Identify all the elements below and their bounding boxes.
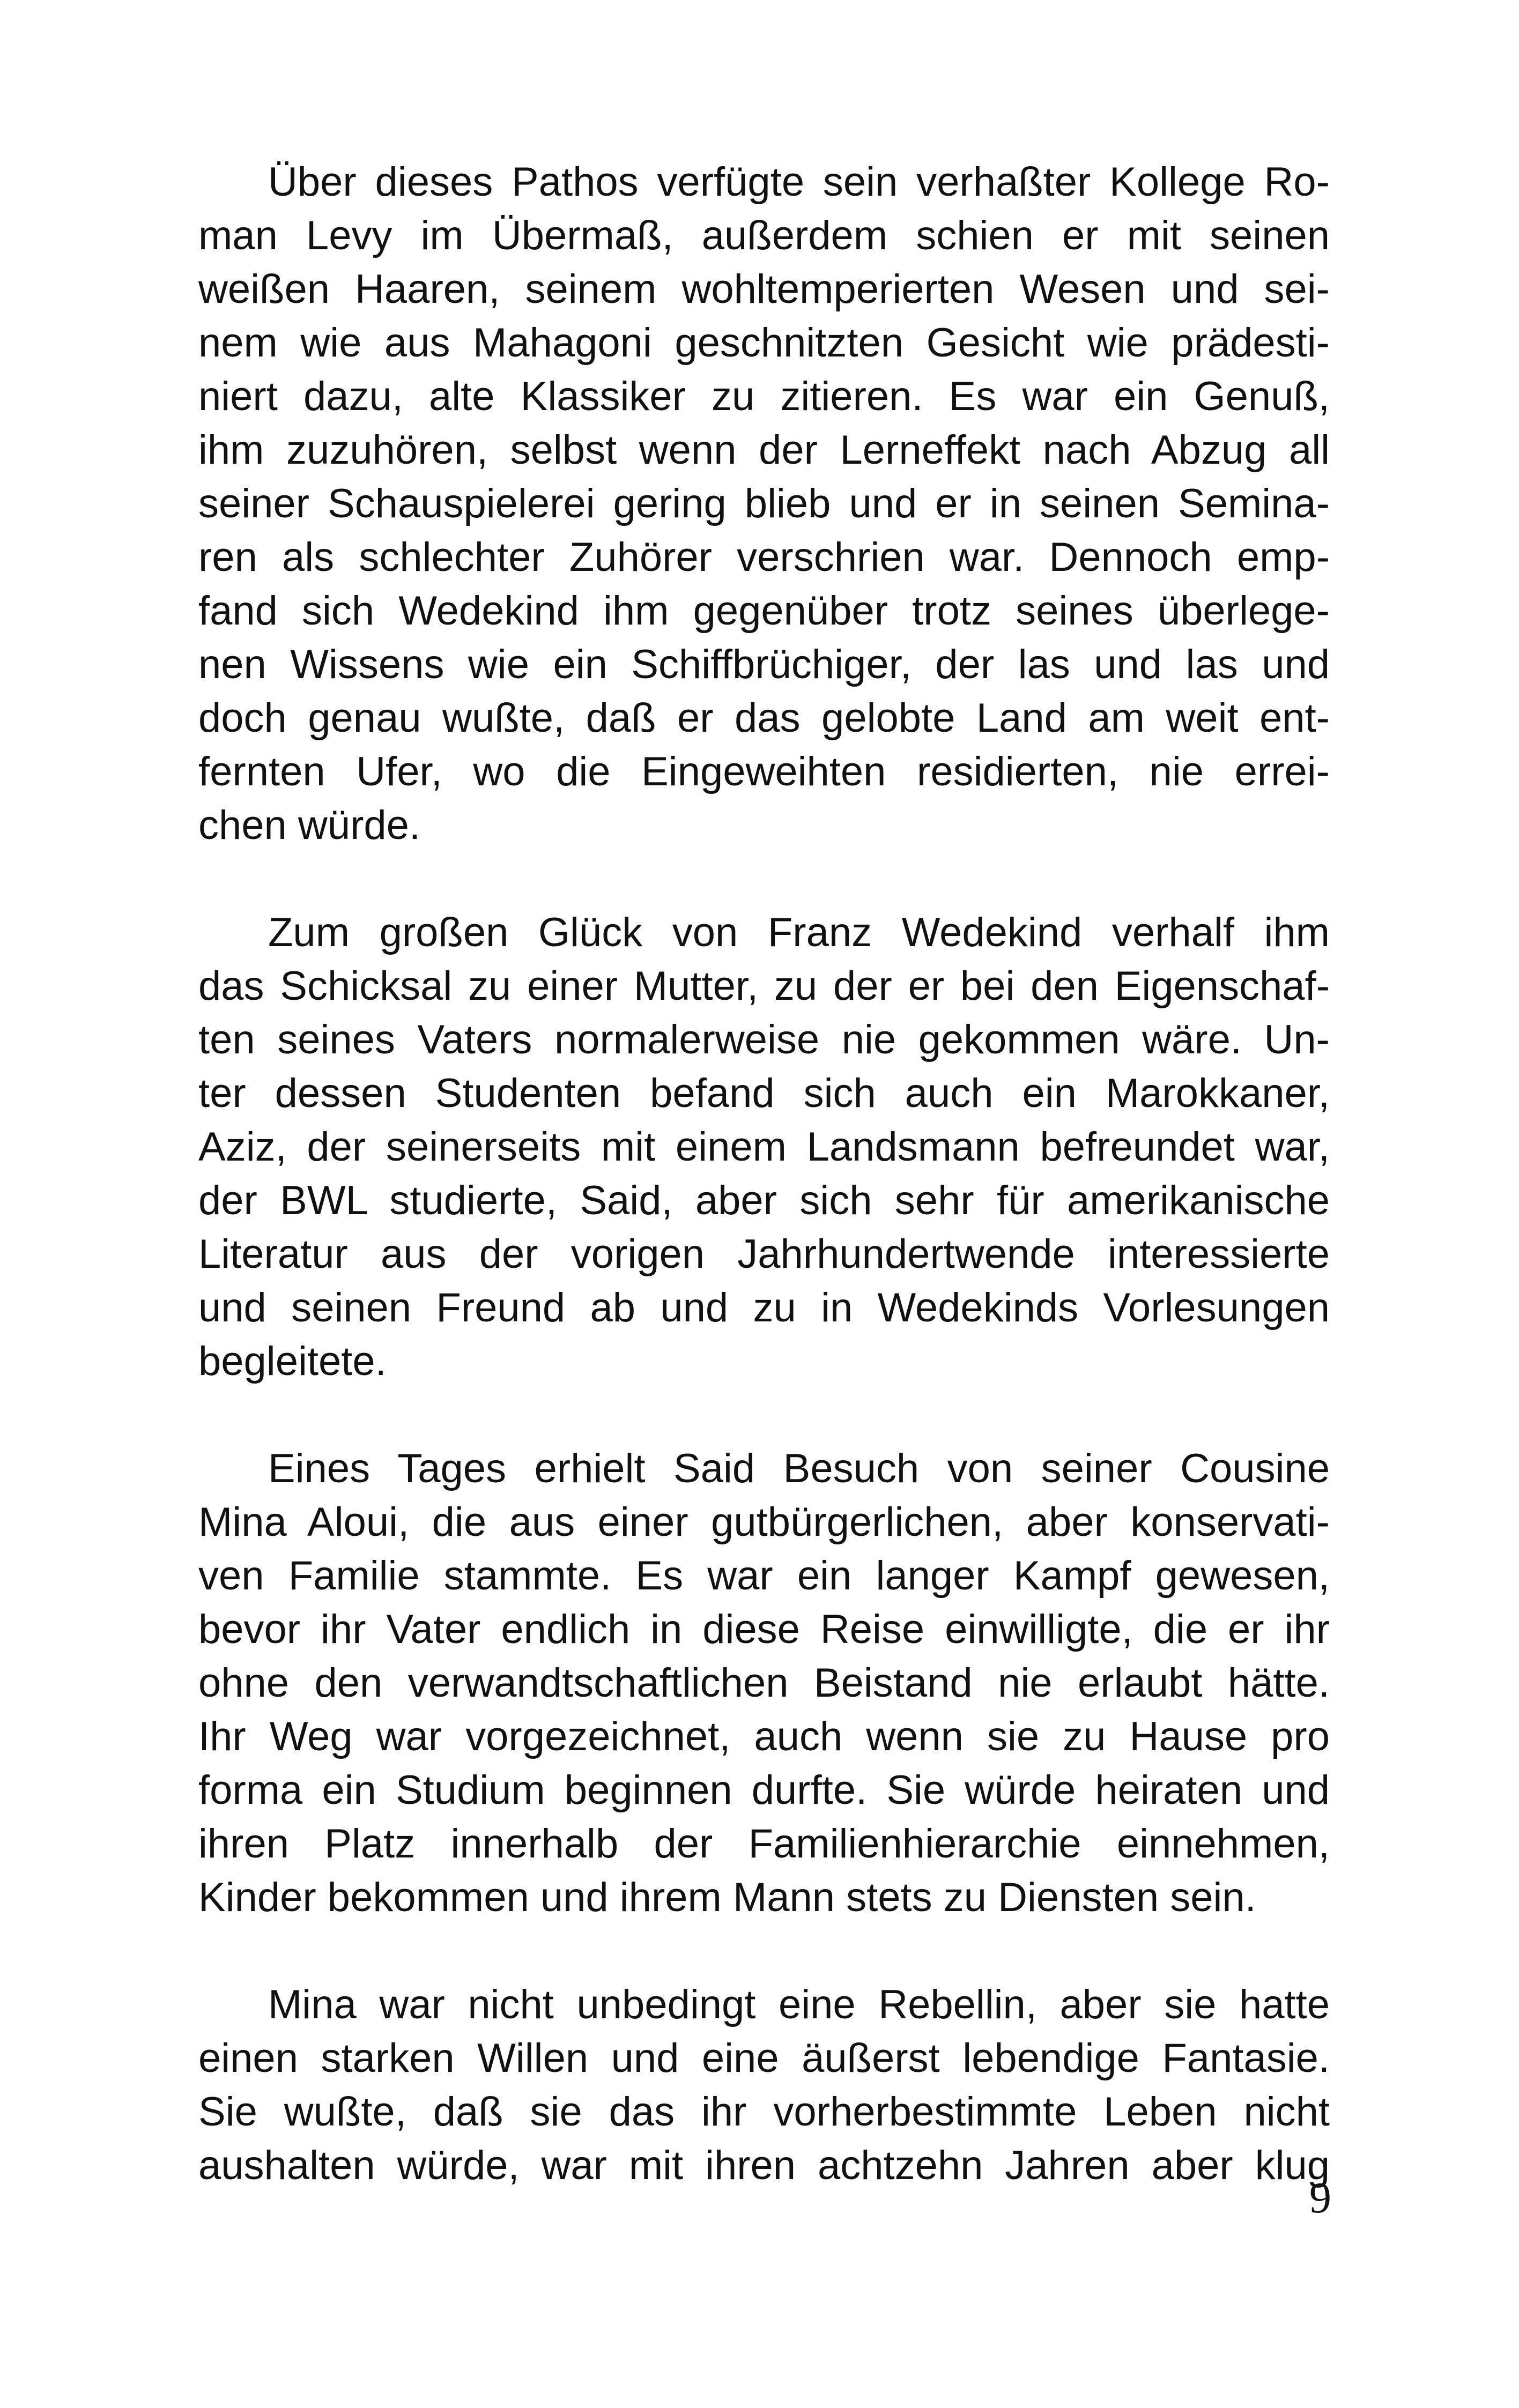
text-line: Literatur aus der vorigen Jahrhundertwende interessierte <box>198 1231 1330 1277</box>
paragraph-4 <box>198 1978 1330 2193</box>
paragraph-3 <box>198 1442 1330 1924</box>
text-line: ren als schlechter Zuhörer verschrien war. Dennoch emp- <box>198 534 1330 580</box>
text-line: Ihr Weg war vorgezeichnet, auch wenn sie zu Hause pro <box>198 1714 1330 1759</box>
text-line: Über dieses Pathos verfügte sein verhaßter Kollege Ro- <box>268 159 1330 205</box>
paragraph-1 <box>198 155 1330 852</box>
text-line: man Levy im Übermaß, außerdem schien er mit seinen <box>198 213 1330 258</box>
page-number: 9 <box>1309 2173 1331 2222</box>
text-line: Aziz, der seinerseits mit einem Landsmann befreundet war, <box>198 1124 1330 1170</box>
text-line: der BWL studierte, Said, aber sich sehr für amerikanische <box>198 1178 1330 1223</box>
text-line: Sie wußte, daß sie das ihr vorherbestimmte Leben nicht <box>198 2089 1330 2135</box>
text-line: fernten Ufer, wo die Eingeweihten residierten, nie errei- <box>198 749 1330 794</box>
text-line: nem wie aus Mahagoni geschnitzten Gesicht wie prädesti- <box>198 320 1330 366</box>
text-line: Mina war nicht unbedingt eine Rebellin, aber sie hatte <box>268 1982 1330 2027</box>
text-line: ven Familie stammte. Es war ein langer Kampf gewesen, <box>198 1553 1330 1599</box>
text-line: niert dazu, alte Klassiker zu zitieren. Es war ein Genuß, <box>198 374 1330 419</box>
text-line: das Schicksal zu einer Mutter, zu der er bei den Eigenschaf- <box>198 963 1330 1009</box>
text-line: ihm zuzuhören, selbst wenn der Lerneffekt nach Abzug all <box>198 427 1330 473</box>
text-line: fand sich Wedekind ihm gegenüber trotz seines überlege- <box>198 588 1330 634</box>
page-text <box>198 155 1330 2193</box>
paragraph-gap <box>198 852 1330 906</box>
text-line: seiner Schauspielerei gering blieb und er in seinen Semina- <box>198 481 1330 526</box>
text-line: ohne den verwandtschaftlichen Beistand nie erlaubt hätte. <box>198 1660 1330 1706</box>
text-line: begleitete. <box>198 1339 387 1384</box>
paragraph-gap <box>198 1924 1330 1978</box>
text-line: forma ein Studium beginnen durfte. Sie würde heiraten und <box>198 1767 1330 1813</box>
text-line: doch genau wußte, daß er das gelobte Land am weit ent- <box>198 695 1330 741</box>
text-line: Mina Aloui, die aus einer gutbürgerlichen, aber konservati- <box>198 1499 1330 1545</box>
text-line: Eines Tages erhielt Said Besuch von seiner Cousine <box>268 1446 1330 1491</box>
text-line: bevor ihr Vater endlich in diese Reise einwilligte, die er ihr <box>198 1607 1330 1652</box>
text-line: ter dessen Studenten befand sich auch ein Marokkaner, <box>198 1071 1330 1116</box>
text-line: und seinen Freund ab und zu in Wedekinds Vorlesungen <box>198 1285 1330 1331</box>
text-line: chen würde. <box>198 802 421 848</box>
text-line: ihren Platz innerhalb der Familienhierarchie einnehmen, <box>198 1821 1330 1867</box>
paragraph-2 <box>198 906 1330 1388</box>
text-line: ten seines Vaters normalerweise nie gekommen wäre. Un- <box>198 1017 1330 1062</box>
text-line: nen Wissens wie ein Schiffbrüchiger, der las und las und <box>198 642 1330 687</box>
text-line: aushalten würde, war mit ihren achtzehn Jahren aber klug <box>198 2143 1330 2188</box>
text-line: Kinder bekommen und ihrem Mann stets zu Diensten sein. <box>198 1875 1256 1920</box>
text-line: Zum großen Glück von Franz Wedekind verhalf ihm <box>268 910 1330 955</box>
paragraph-gap <box>198 1388 1330 1442</box>
text-line: weißen Haaren, seinem wohltemperierten Wesen und sei- <box>198 266 1330 312</box>
text-line: einen starken Willen und eine äußerst lebendige Fantasie. <box>198 2035 1330 2081</box>
